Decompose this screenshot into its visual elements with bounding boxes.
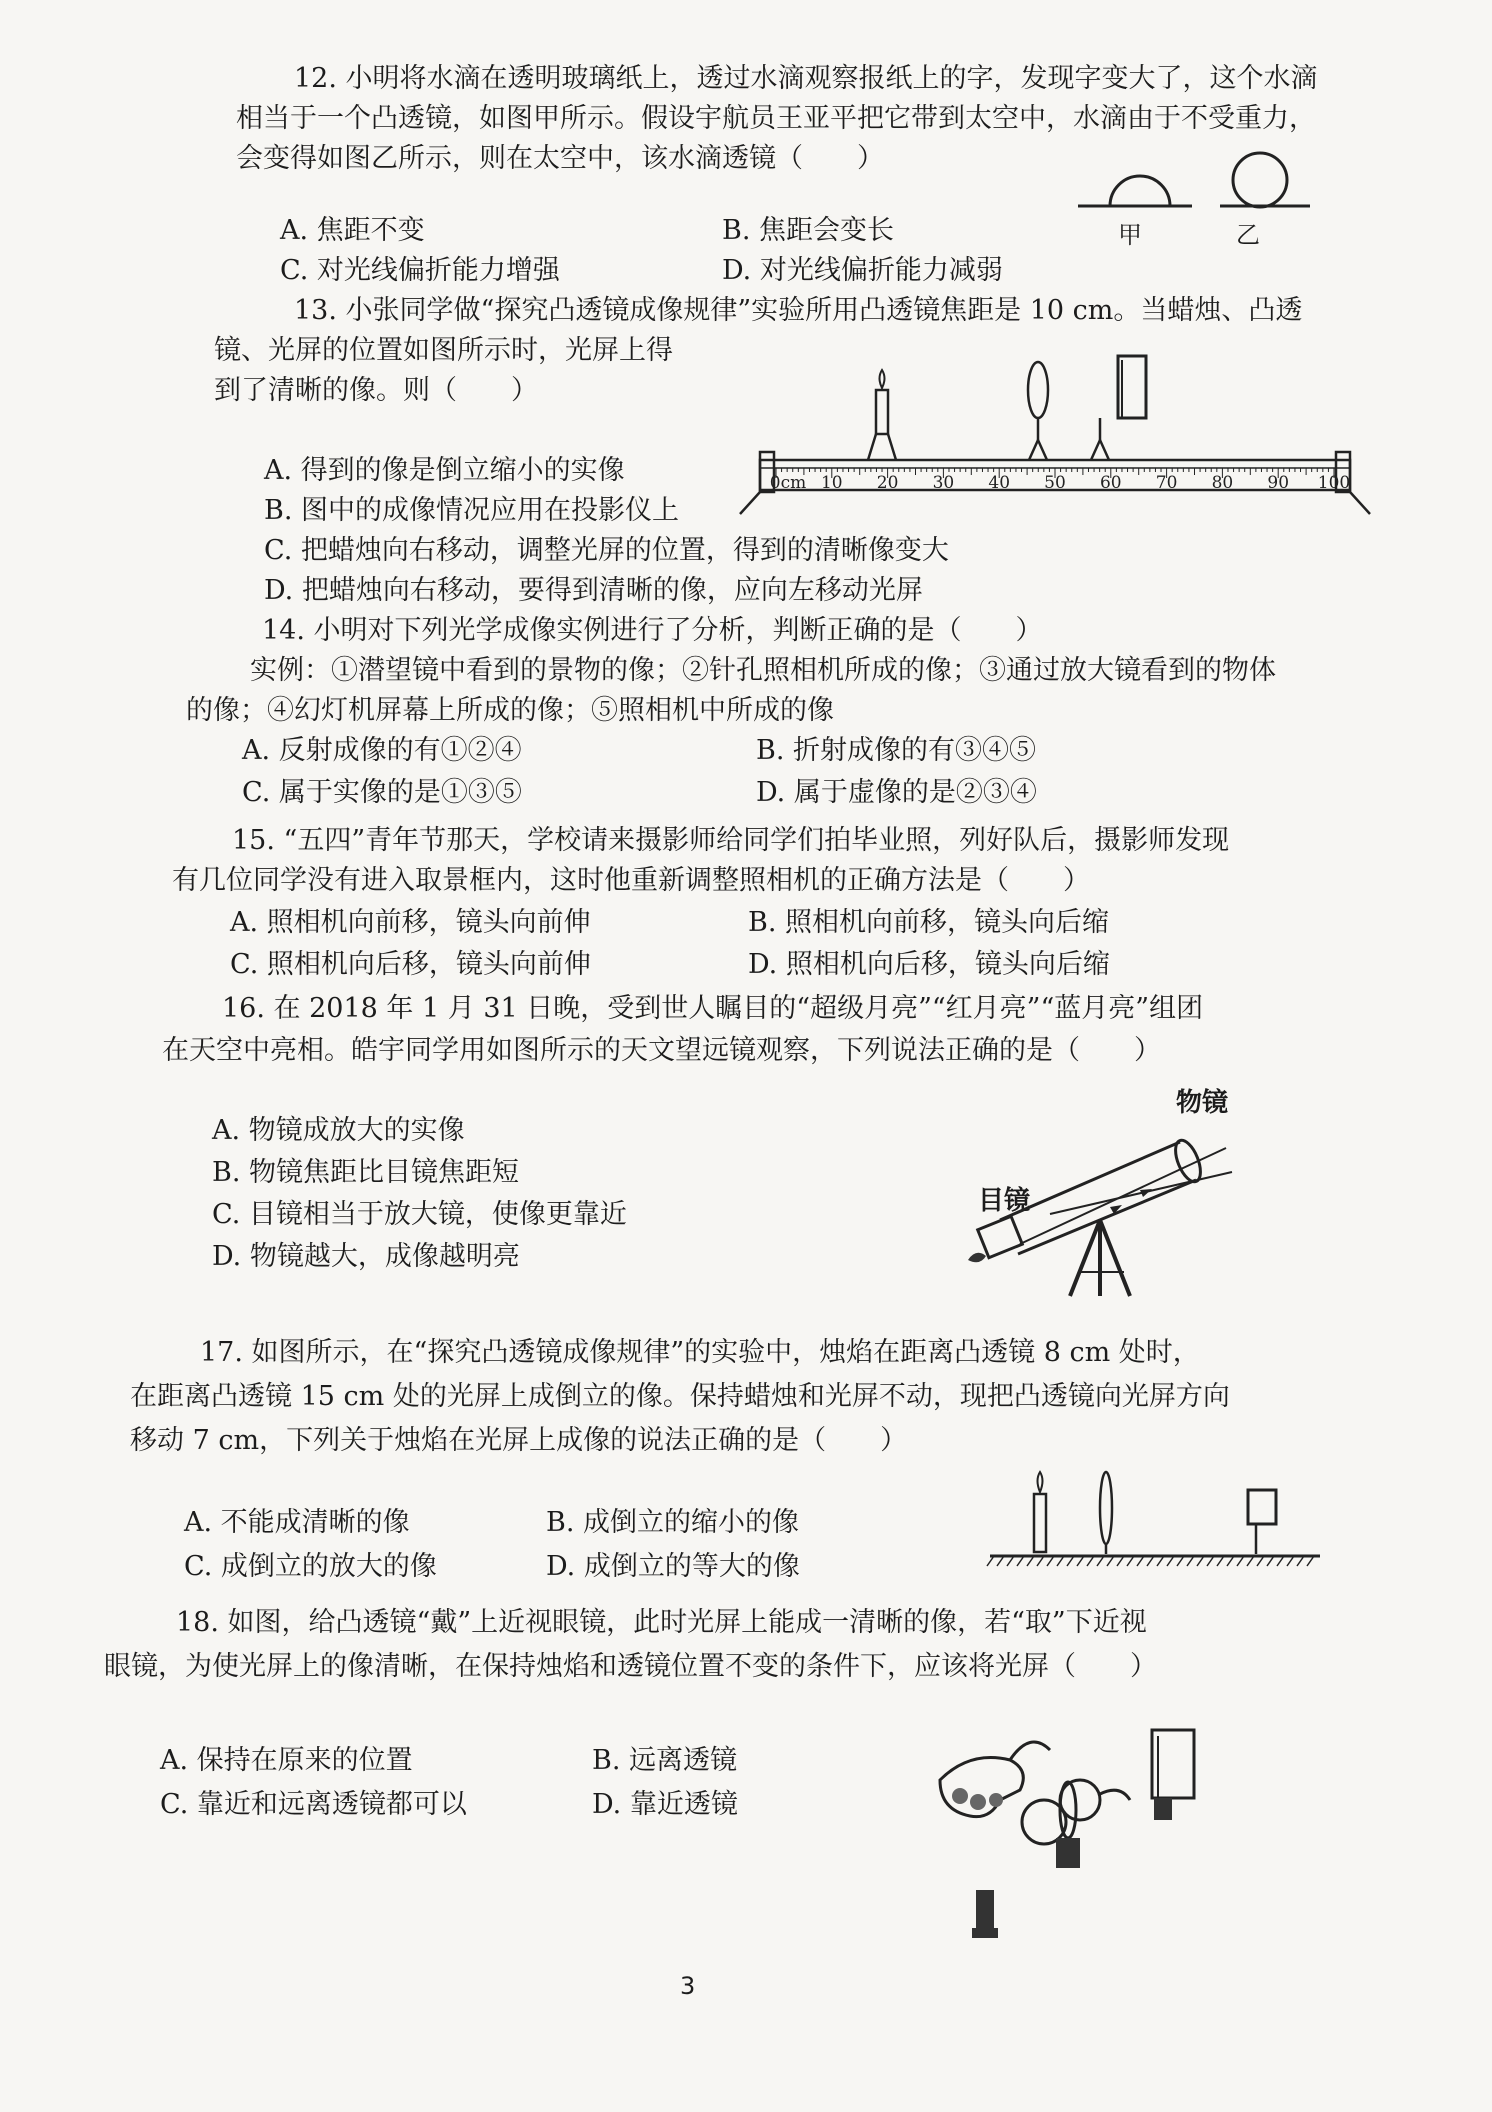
q14-option-a[interactable]: A. 反射成像的有①②④ — [242, 735, 522, 766]
q16-telescope-figure — [960, 1110, 1250, 1300]
q13-option-d[interactable]: D. 把蜡烛向右移动，要得到清晰的像，应向左移动光屏 — [264, 575, 923, 606]
light-screen — [1091, 356, 1146, 460]
q17-candle-lens-screen-figure — [980, 1468, 1330, 1580]
fig-label-jia: 甲 — [1118, 221, 1142, 249]
light-screen — [1248, 1490, 1276, 1554]
q15-option-b[interactable]: B. 照相机向前移，镜头向后缩 — [748, 907, 1110, 938]
q12-option-c[interactable]: C. 对光线偏折能力增强 — [280, 255, 560, 286]
q18-option-d[interactable]: D. 靠近透镜 — [592, 1789, 738, 1820]
telescope-tripod — [1070, 1220, 1130, 1296]
q15-option-c[interactable]: C. 照相机向后移，镜头向前伸 — [230, 949, 591, 980]
q18-option-c[interactable]: C. 靠近和远离透镜都可以 — [160, 1789, 467, 1820]
candle — [1034, 1472, 1046, 1552]
jia-drop — [1110, 176, 1170, 206]
q13-option-b[interactable]: B. 图中的成像情况应用在投影仪上 — [264, 495, 680, 526]
ruler-label: 70 — [1155, 473, 1178, 493]
q17-option-a[interactable]: A. 不能成清晰的像 — [184, 1507, 410, 1538]
q12-option-d[interactable]: D. 对光线偏折能力减弱 — [722, 255, 1003, 286]
q17-option-d[interactable]: D. 成倒立的等大的像 — [546, 1551, 800, 1582]
q13-option-a[interactable]: A. 得到的像是倒立缩小的实像 — [264, 455, 625, 486]
q12-option-a[interactable]: A. 焦距不变 — [280, 215, 425, 246]
q16-option-b[interactable]: B. 物镜焦距比目镜焦距短 — [212, 1157, 520, 1188]
ruler-label: 0cm — [769, 473, 807, 493]
ruler-label: 60 — [1099, 473, 1122, 493]
q12-line3: 会变得如图乙所示，则在太空中，该水滴透镜（ ） — [236, 143, 884, 174]
q18-glasses-lens-figure — [930, 1710, 1230, 1950]
q13-option-c[interactable]: C. 把蜡烛向右移动，调整光屏的位置，得到的清晰像变大 — [264, 535, 949, 566]
q16-line1: 16. 在 2018 年 1 月 31 日晚，受到世人瞩目的“超级月亮”“红月亮”“蓝月亮”组团 — [222, 993, 1204, 1024]
light-screen — [1152, 1730, 1194, 1820]
q17-option-b[interactable]: B. 成倒立的缩小的像 — [546, 1507, 800, 1538]
q17-line2: 在距离凸透镜 15 cm 处的光屏上成倒立的像。保持蜡烛和光屏不动，现把凸透镜向光屏方向 — [130, 1381, 1230, 1412]
q14-line1: 14. 小明对下列光学成像实例进行了分析，判断正确的是（ ） — [262, 615, 1043, 646]
label-objective: 物镜 — [1176, 1088, 1229, 1118]
hand — [940, 1742, 1050, 1817]
convex-lens — [1100, 1472, 1112, 1554]
q18-option-a[interactable]: A. 保持在原来的位置 — [160, 1745, 413, 1776]
q14-option-d[interactable]: D. 属于虚像的是②③④ — [756, 777, 1037, 808]
ruler-label: 50 — [1044, 473, 1066, 493]
q16-option-c[interactable]: C. 目镜相当于放大镜，使像更靠近 — [212, 1199, 627, 1230]
q15-option-d[interactable]: D. 照相机向后移，镜头向后缩 — [748, 949, 1110, 980]
q14-line3: 的像；④幻灯机屏幕上所成的像；⑤照相机中所成的像 — [186, 695, 834, 726]
candle — [868, 370, 896, 460]
q13-line3: 到了清晰的像。则（ ） — [214, 375, 538, 406]
ruler-label: 40 — [988, 473, 1011, 493]
q18-line2: 眼镜，为使光屏上的像清晰，在保持烛焰和透镜位置不变的条件下，应该将光屏（ ） — [104, 1651, 1157, 1682]
q12-line1: 12. 小明将水滴在透明玻璃纸上，透过水滴观察报纸上的字，发现字变大了，这个水滴 — [294, 63, 1318, 94]
q12-water-drop-figure — [1070, 140, 1320, 240]
q18-line1: 18. 如图，给凸透镜“戴”上近视眼镜，此时光屏上能成一清晰的像，若“取”下近视 — [176, 1607, 1147, 1638]
q17-option-c[interactable]: C. 成倒立的放大的像 — [184, 1551, 437, 1582]
yi-drop — [1233, 153, 1287, 207]
q12-line2: 相当于一个凸透镜，如图甲所示。假设宇航员王亚平把它带到太空中，水滴由于不受重力， — [236, 103, 1316, 134]
q17-line1: 17. 如图所示，在“探究凸透镜成像规律”的实验中，烛焰在距离凸透镜 8 cm 处时， — [200, 1337, 1200, 1368]
ruler-label: 80 — [1211, 473, 1234, 493]
convex-lens — [1028, 362, 1048, 460]
ruler-label: 30 — [932, 473, 955, 493]
q15-line2: 有几位同学没有进入取景框内，这时他重新调整照相机的正确方法是（ ） — [172, 865, 1090, 896]
ruler-label: 10 — [820, 473, 843, 493]
q14-line2: 实例：①潜望镜中看到的景物的像；②针孔照相机所成的像；③通过放大镜看到的物体 — [250, 655, 1276, 686]
q15-option-a[interactable]: A. 照相机向前移，镜头向前伸 — [230, 907, 591, 938]
q13-optical-bench-figure — [730, 350, 1380, 520]
q16-option-d[interactable]: D. 物镜越大，成像越明亮 — [212, 1241, 520, 1272]
q14-option-b[interactable]: B. 折射成像的有③④⑤ — [756, 735, 1037, 766]
q18-option-b[interactable]: B. 远离透镜 — [592, 1745, 738, 1776]
q13-line1: 13. 小张同学做“探究凸透镜成像规律”实验所用凸透镜焦距是 10 cm。当蜡烛、凸透 — [294, 295, 1303, 326]
q13-line2: 镜、光屏的位置如图所示时，光屏上得 — [214, 335, 673, 366]
ruler-label: 100 — [1317, 473, 1351, 493]
q16-line2: 在天空中亮相。皓宇同学用如图所示的天文望远镜观察，下列说法正确的是（ ） — [162, 1035, 1161, 1066]
q15-line1: 15. “五四”青年节那天，学校请来摄影师给同学们拍毕业照，列好队后，摄影师发现 — [232, 825, 1230, 856]
fig-label-yi: 乙 — [1236, 221, 1260, 249]
page-number: 3 — [680, 1972, 696, 2000]
ruler-label: 20 — [876, 473, 899, 493]
ruler-label: 90 — [1267, 473, 1290, 493]
label-eyepiece: 目镜 — [978, 1186, 1031, 1216]
q14-option-c[interactable]: C. 属于实像的是①③⑤ — [242, 777, 522, 808]
candle — [972, 1890, 998, 1938]
q16-option-a[interactable]: A. 物镜成放大的实像 — [212, 1115, 465, 1146]
q17-line3: 移动 7 cm，下列关于烛焰在光屏上成像的说法正确的是（ ） — [130, 1425, 908, 1456]
q12-option-b[interactable]: B. 焦距会变长 — [722, 215, 895, 246]
eye-icon — [968, 1253, 986, 1262]
